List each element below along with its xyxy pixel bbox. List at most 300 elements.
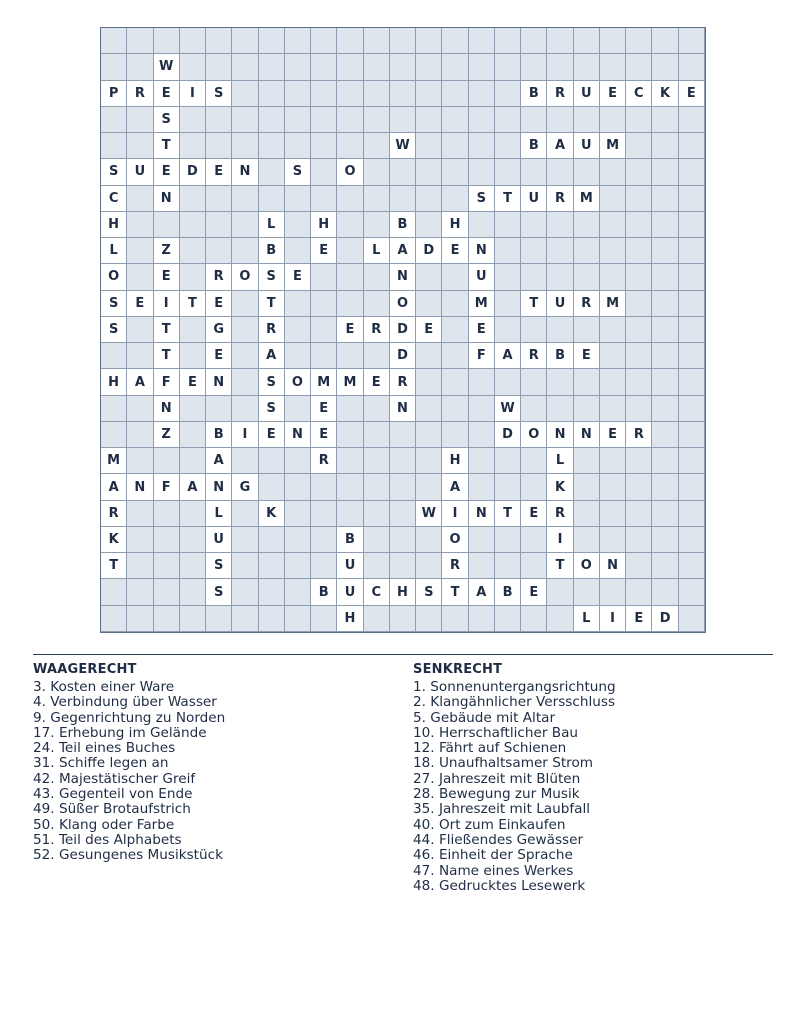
- grid-cell[interactable]: [311, 422, 337, 448]
- grid-cell[interactable]: [206, 527, 232, 553]
- cell-letter: R: [555, 85, 566, 101]
- cell-letter: K: [555, 479, 566, 495]
- grid-cell[interactable]: [337, 317, 363, 343]
- grid-cell[interactable]: [154, 54, 180, 80]
- grid-cell: [154, 579, 180, 605]
- grid-cell: [652, 186, 678, 212]
- grid-cell: [574, 501, 600, 527]
- grid-cell: [285, 186, 311, 212]
- grid-cell[interactable]: [442, 212, 468, 238]
- grid-cell[interactable]: [337, 553, 363, 579]
- grid-cell[interactable]: [154, 422, 180, 448]
- cell-letter: O: [528, 427, 540, 443]
- grid-cell[interactable]: [469, 291, 495, 317]
- grid-cell[interactable]: [469, 186, 495, 212]
- grid-cell[interactable]: [154, 133, 180, 159]
- grid-cell[interactable]: [101, 186, 127, 212]
- grid-cell: [469, 54, 495, 80]
- cell-letter: C: [371, 584, 381, 600]
- grid-cell[interactable]: [127, 81, 153, 107]
- grid-cell[interactable]: [311, 448, 337, 474]
- grid-cell: [311, 606, 337, 632]
- cell-letter: W: [395, 138, 410, 154]
- grid-cell: [626, 291, 652, 317]
- grid-cell[interactable]: [600, 553, 626, 579]
- grid-cell: [364, 133, 390, 159]
- grid-cell[interactable]: [416, 501, 442, 527]
- grid-cell: [600, 186, 626, 212]
- grid-cell[interactable]: [547, 133, 573, 159]
- grid-cell[interactable]: [311, 238, 337, 264]
- grid-cell[interactable]: [285, 264, 311, 290]
- grid-cell[interactable]: [101, 317, 127, 343]
- grid-cell: [311, 343, 337, 369]
- grid-cell[interactable]: [232, 422, 258, 448]
- cell-letter: T: [450, 584, 460, 600]
- grid-cell[interactable]: [679, 81, 705, 107]
- grid-cell: [495, 369, 521, 395]
- grid-cell[interactable]: [442, 448, 468, 474]
- grid-cell[interactable]: [547, 448, 573, 474]
- grid-cell[interactable]: [652, 81, 678, 107]
- grid-cell[interactable]: [469, 238, 495, 264]
- grid-cell[interactable]: [442, 527, 468, 553]
- grid-cell[interactable]: [574, 291, 600, 317]
- grid-cell: [600, 264, 626, 290]
- grid-cell[interactable]: [547, 501, 573, 527]
- grid-cell[interactable]: [442, 553, 468, 579]
- grid-cell[interactable]: [600, 133, 626, 159]
- grid-cell[interactable]: [154, 343, 180, 369]
- grid-cell[interactable]: [547, 527, 573, 553]
- grid-cell[interactable]: [259, 369, 285, 395]
- grid-cell[interactable]: [206, 553, 232, 579]
- cell-letter: D: [187, 164, 198, 180]
- grid-cell[interactable]: [206, 291, 232, 317]
- grid-cell[interactable]: [600, 606, 626, 632]
- grid-cell[interactable]: [232, 159, 258, 185]
- grid-cell[interactable]: [180, 291, 206, 317]
- grid-cell: [495, 474, 521, 500]
- grid-cell: [364, 291, 390, 317]
- grid-cell: [390, 186, 416, 212]
- cell-letter: N: [397, 400, 408, 416]
- cell-letter: B: [528, 138, 539, 154]
- grid-cell[interactable]: [600, 291, 626, 317]
- grid-cell[interactable]: [232, 474, 258, 500]
- grid-cell: [232, 212, 258, 238]
- grid-cell[interactable]: [206, 422, 232, 448]
- grid-cell[interactable]: [574, 186, 600, 212]
- grid-cell[interactable]: [495, 422, 521, 448]
- grid-cell[interactable]: [626, 606, 652, 632]
- grid-cell[interactable]: [390, 238, 416, 264]
- grid-cell: [232, 81, 258, 107]
- grid-cell: [626, 369, 652, 395]
- down-clue-item: 35. Jahreszeit mit Laubfall: [413, 801, 591, 818]
- grid-cell[interactable]: [547, 186, 573, 212]
- grid-cell[interactable]: [442, 501, 468, 527]
- grid-cell: [626, 54, 652, 80]
- grid-cell[interactable]: [390, 396, 416, 422]
- grid-cell: [337, 107, 363, 133]
- grid-cell[interactable]: [574, 133, 600, 159]
- grid-cell: [574, 159, 600, 185]
- grid-cell[interactable]: [521, 579, 547, 605]
- grid-cell[interactable]: [390, 317, 416, 343]
- grid-cell[interactable]: [101, 448, 127, 474]
- grid-cell: [180, 28, 206, 54]
- grid-cell[interactable]: [600, 81, 626, 107]
- cell-letter: R: [134, 85, 145, 101]
- grid-cell: [574, 54, 600, 80]
- grid-cell[interactable]: [626, 81, 652, 107]
- grid-cell[interactable]: [311, 369, 337, 395]
- grid-cell[interactable]: [259, 396, 285, 422]
- grid-cell[interactable]: [180, 369, 206, 395]
- grid-cell: [390, 422, 416, 448]
- grid-cell[interactable]: [521, 501, 547, 527]
- grid-cell[interactable]: [101, 369, 127, 395]
- cell-letter: R: [266, 321, 277, 337]
- grid-cell[interactable]: [206, 501, 232, 527]
- grid-cell[interactable]: [521, 81, 547, 107]
- grid-cell: [574, 264, 600, 290]
- grid-cell: [626, 238, 652, 264]
- cell-letter: E: [424, 321, 434, 337]
- cell-letter: T: [109, 558, 119, 574]
- grid-cell: [652, 54, 678, 80]
- grid-cell: [259, 579, 285, 605]
- grid-cell: [495, 606, 521, 632]
- grid-cell: [679, 474, 705, 500]
- grid-cell: [232, 317, 258, 343]
- grid-cell[interactable]: [311, 212, 337, 238]
- grid-cell: [285, 133, 311, 159]
- grid-cell: [521, 553, 547, 579]
- grid-cell[interactable]: [206, 474, 232, 500]
- grid-cell[interactable]: [206, 369, 232, 395]
- grid-cell: [679, 159, 705, 185]
- grid-cell[interactable]: [495, 343, 521, 369]
- grid-cell: [180, 186, 206, 212]
- grid-cell[interactable]: [547, 474, 573, 500]
- grid-cell[interactable]: [469, 317, 495, 343]
- grid-cell: [311, 186, 337, 212]
- cell-letter: B: [397, 216, 408, 232]
- grid-cell: [127, 579, 153, 605]
- grid-cell[interactable]: [521, 422, 547, 448]
- grid-cell[interactable]: [259, 291, 285, 317]
- grid-cell[interactable]: [364, 579, 390, 605]
- grid-cell: [521, 527, 547, 553]
- grid-cell: [652, 579, 678, 605]
- cell-letter: E: [476, 321, 486, 337]
- grid-cell[interactable]: [547, 553, 573, 579]
- grid-cell: [127, 448, 153, 474]
- grid-cell[interactable]: [495, 396, 521, 422]
- grid-cell: [442, 291, 468, 317]
- cell-letter: F: [161, 479, 171, 495]
- cell-letter: U: [554, 295, 566, 311]
- grid-cell[interactable]: [337, 527, 363, 553]
- grid-cell[interactable]: [521, 343, 547, 369]
- grid-cell[interactable]: [626, 422, 652, 448]
- grid-cell[interactable]: [600, 422, 626, 448]
- grid-cell: [232, 501, 258, 527]
- grid-cell: [521, 107, 547, 133]
- grid-cell[interactable]: [127, 474, 153, 500]
- grid-cell[interactable]: [101, 291, 127, 317]
- grid-cell[interactable]: [469, 343, 495, 369]
- grid-cell[interactable]: [101, 527, 127, 553]
- grid-cell: [259, 448, 285, 474]
- grid-cell: [259, 81, 285, 107]
- grid-cell[interactable]: [311, 579, 337, 605]
- grid-cell: [127, 54, 153, 80]
- grid-cell[interactable]: [311, 396, 337, 422]
- grid-cell[interactable]: [416, 238, 442, 264]
- grid-cell[interactable]: [285, 159, 311, 185]
- grid-cell[interactable]: [127, 291, 153, 317]
- cell-letter: U: [581, 85, 592, 101]
- grid-cell[interactable]: [259, 343, 285, 369]
- grid-cell: [285, 396, 311, 422]
- grid-cell[interactable]: [154, 238, 180, 264]
- grid-cell[interactable]: [154, 396, 180, 422]
- cell-letter: H: [449, 216, 461, 232]
- cell-letter: M: [606, 138, 620, 154]
- grid-cell[interactable]: [390, 264, 416, 290]
- grid-cell[interactable]: [652, 606, 678, 632]
- cell-letter: S: [213, 584, 224, 600]
- grid-cell: [232, 54, 258, 80]
- grid-cell: [285, 501, 311, 527]
- grid-cell[interactable]: [547, 291, 573, 317]
- grid-cell[interactable]: [547, 422, 573, 448]
- grid-cell: [180, 606, 206, 632]
- cell-letter: D: [502, 427, 513, 443]
- grid-cell[interactable]: [206, 159, 232, 185]
- grid-cell: [311, 28, 337, 54]
- grid-cell[interactable]: [574, 422, 600, 448]
- grid-cell[interactable]: [364, 238, 390, 264]
- grid-cell: [626, 553, 652, 579]
- grid-cell: [495, 527, 521, 553]
- grid-cell[interactable]: [390, 212, 416, 238]
- grid-cell: [652, 422, 678, 448]
- grid-cell: [521, 317, 547, 343]
- grid-cell: [180, 448, 206, 474]
- grid-cell[interactable]: [285, 422, 311, 448]
- cell-letter: E: [214, 164, 224, 180]
- grid-cell: [364, 448, 390, 474]
- cell-letter: S: [266, 269, 276, 285]
- grid-cell[interactable]: [390, 133, 416, 159]
- grid-cell[interactable]: [285, 369, 311, 395]
- cell-letter: A: [476, 584, 487, 600]
- cell-letter: U: [134, 164, 146, 180]
- grid-cell[interactable]: [337, 369, 363, 395]
- grid-cell: [180, 527, 206, 553]
- grid-cell[interactable]: [337, 579, 363, 605]
- grid-cell[interactable]: [574, 606, 600, 632]
- grid-cell[interactable]: [206, 264, 232, 290]
- cell-letter: R: [581, 295, 592, 311]
- grid-cell[interactable]: [337, 159, 363, 185]
- grid-cell: [364, 212, 390, 238]
- grid-cell[interactable]: [206, 81, 232, 107]
- grid-cell[interactable]: [101, 501, 127, 527]
- grid-cell[interactable]: [547, 81, 573, 107]
- grid-cell[interactable]: [154, 264, 180, 290]
- grid-cell[interactable]: [206, 579, 232, 605]
- grid-cell[interactable]: [154, 291, 180, 317]
- grid-cell[interactable]: [547, 343, 573, 369]
- grid-cell: [180, 54, 206, 80]
- cell-letter: Z: [161, 243, 171, 259]
- grid-cell: [337, 474, 363, 500]
- across-clue-item: 9. Gegenrichtung zu Norden: [33, 709, 226, 726]
- grid-cell[interactable]: [442, 238, 468, 264]
- grid-cell[interactable]: [154, 369, 180, 395]
- grid-cell[interactable]: [180, 474, 206, 500]
- grid-cell: [521, 606, 547, 632]
- grid-cell[interactable]: [259, 501, 285, 527]
- grid-cell: [390, 527, 416, 553]
- grid-cell[interactable]: [101, 474, 127, 500]
- grid-cell[interactable]: [521, 133, 547, 159]
- grid-cell: [232, 553, 258, 579]
- grid-cell[interactable]: [521, 186, 547, 212]
- grid-cell: [180, 396, 206, 422]
- grid-cell[interactable]: [337, 606, 363, 632]
- down-clue-item: 28. Bewegung zur Musik: [413, 786, 580, 803]
- grid-cell[interactable]: [154, 186, 180, 212]
- grid-cell: [311, 317, 337, 343]
- grid-cell[interactable]: [364, 317, 390, 343]
- down-clue-item: 10. Herrschaftlicher Bau: [413, 724, 579, 741]
- grid-cell[interactable]: [495, 501, 521, 527]
- grid-cell[interactable]: [521, 291, 547, 317]
- grid-cell: [232, 186, 258, 212]
- grid-cell[interactable]: [101, 212, 127, 238]
- grid-cell: [180, 579, 206, 605]
- grid-cell[interactable]: [206, 317, 232, 343]
- cell-letter: A: [502, 348, 513, 364]
- grid-cell[interactable]: [259, 264, 285, 290]
- cell-letter: M: [343, 374, 357, 390]
- cell-letter: R: [555, 505, 566, 521]
- grid-cell: [232, 579, 258, 605]
- grid-cell[interactable]: [101, 81, 127, 107]
- grid-cell[interactable]: [364, 369, 390, 395]
- down-clue-item: 44. Fließendes Gewässer: [413, 831, 584, 848]
- grid-cell[interactable]: [180, 81, 206, 107]
- grid-cell: [521, 396, 547, 422]
- cell-letter: I: [610, 610, 615, 626]
- grid-cell[interactable]: [469, 264, 495, 290]
- cell-letter: T: [503, 505, 512, 521]
- grid-cell[interactable]: [206, 343, 232, 369]
- grid-cell: [547, 107, 573, 133]
- grid-cell[interactable]: [495, 579, 521, 605]
- grid-cell: [652, 133, 678, 159]
- grid-cell: [469, 159, 495, 185]
- grid-cell[interactable]: [127, 369, 153, 395]
- grid-cell[interactable]: [469, 579, 495, 605]
- grid-cell[interactable]: [127, 159, 153, 185]
- cell-letter: U: [475, 269, 487, 285]
- grid-cell: [652, 238, 678, 264]
- grid-cell: [442, 107, 468, 133]
- grid-cell[interactable]: [154, 317, 180, 343]
- cell-letter: F: [476, 348, 486, 364]
- grid-cell[interactable]: [180, 159, 206, 185]
- grid-cell[interactable]: [154, 107, 180, 133]
- grid-cell: [364, 553, 390, 579]
- grid-cell: [259, 606, 285, 632]
- grid-cell[interactable]: [101, 553, 127, 579]
- grid-cell[interactable]: [574, 343, 600, 369]
- grid-cell[interactable]: [101, 264, 127, 290]
- grid-cell[interactable]: [154, 474, 180, 500]
- grid-cell[interactable]: [416, 579, 442, 605]
- grid-cell[interactable]: [259, 317, 285, 343]
- grid-cell[interactable]: [259, 422, 285, 448]
- grid-cell[interactable]: [469, 501, 495, 527]
- grid-cell[interactable]: [390, 343, 416, 369]
- grid-cell: [206, 396, 232, 422]
- grid-cell: [469, 396, 495, 422]
- grid-cell[interactable]: [259, 212, 285, 238]
- cell-letter: R: [397, 374, 408, 390]
- grid-cell: [416, 212, 442, 238]
- grid-cell: [679, 369, 705, 395]
- grid-cell[interactable]: [206, 448, 232, 474]
- grid-cell: [364, 527, 390, 553]
- grid-cell: [337, 212, 363, 238]
- grid-cell: [311, 81, 337, 107]
- grid-cell[interactable]: [442, 579, 468, 605]
- grid-cell[interactable]: [574, 81, 600, 107]
- grid-cell[interactable]: [416, 317, 442, 343]
- grid-cell: [442, 159, 468, 185]
- grid-cell: [600, 107, 626, 133]
- grid-cell[interactable]: [495, 186, 521, 212]
- grid-cell[interactable]: [442, 474, 468, 500]
- grid-cell[interactable]: [574, 553, 600, 579]
- cell-letter: E: [608, 85, 618, 101]
- grid-cell: [206, 107, 232, 133]
- grid-cell[interactable]: [101, 238, 127, 264]
- grid-cell: [442, 81, 468, 107]
- grid-cell[interactable]: [259, 238, 285, 264]
- grid-cell: [547, 317, 573, 343]
- grid-cell[interactable]: [101, 159, 127, 185]
- across-heading: WAAGERECHT: [33, 662, 137, 677]
- grid-cell[interactable]: [390, 579, 416, 605]
- grid-cell[interactable]: [390, 291, 416, 317]
- grid-cell: [416, 54, 442, 80]
- grid-cell[interactable]: [154, 81, 180, 107]
- grid-cell: [311, 107, 337, 133]
- grid-cell: [180, 264, 206, 290]
- grid-cell[interactable]: [154, 159, 180, 185]
- grid-cell[interactable]: [390, 369, 416, 395]
- grid-cell: [416, 606, 442, 632]
- grid-cell[interactable]: [232, 264, 258, 290]
